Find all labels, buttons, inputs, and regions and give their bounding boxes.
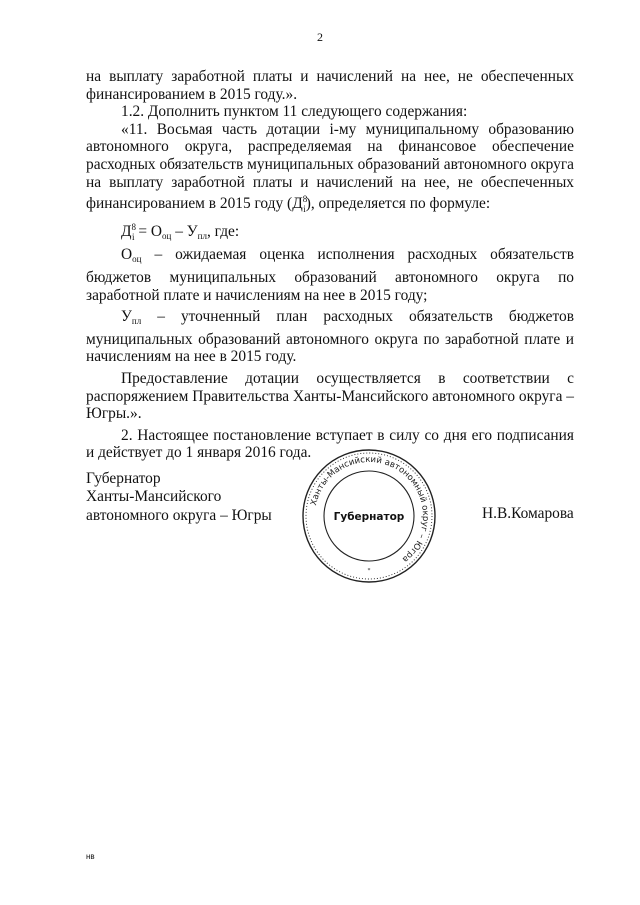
signatory-title-line-3: автономного округа – Югры [86, 506, 272, 524]
formula-o-subscript: оц [162, 230, 172, 241]
definition-o-symbol: О [121, 246, 133, 264]
signatory-title-line-1: Губернатор [86, 470, 161, 487]
paragraph-point-11 [86, 121, 574, 219]
signatory-title [86, 470, 272, 525]
page-number: 2 [317, 30, 323, 44]
paragraph-provision: Предоставление дотации осуществляется в соответствии с распоряжением Правительства Ханты-Мансийского автономного округа – Югры.». [86, 369, 574, 423]
definition-o-subscript: оц [132, 254, 142, 265]
definition-o-text: – ожидаемая оценка исполнения расходных обязательств бюджетов муниципальных образований автономного округа по заработной плате и начислениям на нее в 2015 году; [86, 246, 574, 304]
seal-ring-textpath: Ханты-Мансийский автономный округ – Югра [309, 454, 431, 565]
paragraph-continuation: на выплату заработной платы и начислений на нее, не обеспеченных финансированием в 2015 году.». [86, 68, 574, 103]
formula-lhs-subscript: i [132, 231, 135, 242]
definition-o-oc [86, 246, 574, 304]
seal-star-icon: * [367, 568, 371, 574]
definition-u-pl [86, 308, 574, 366]
point-11-text: «11. Восьмая часть дотации i-му муниципальному образованию автономного округа, распределяемая на финансовое обеспечение расходных обязательств муниципальных образований автономного округа на выплату заработной платы и начислений на нее, не обеспеченных финансированием в 2015 году ( [86, 120, 574, 213]
point-11-superscript: 8 [302, 194, 308, 205]
document-body [86, 68, 574, 462]
point-11-symbol: Д [292, 195, 303, 213]
definition-u-text: – уточненный план расходных обязательств бюджетов муниципальных образований автономного округа по заработной плате и начислениям на нее в 2015 году. [86, 308, 574, 366]
formula-lhs-superscript: 8 [131, 221, 136, 232]
signer-name: Н.В.Комарова [482, 505, 574, 522]
seal-center-text: Губернатор [333, 511, 405, 523]
signatory-title-line-2: Ханты-Мансийского [86, 488, 222, 506]
point-11-subscript: i [303, 204, 306, 215]
paragraph-amendment-intro: 1.2. Дополнить пунктом 11 следующего содержания: [121, 103, 468, 121]
paragraph-effective-date: 2. Настоящее постановление вступает в силу со дня его подписания и действует до 1 января 2016 года. [86, 426, 574, 462]
definition-u-symbol: У [121, 308, 132, 326]
footer-code: нв [86, 852, 95, 861]
formula-equals: = О [134, 222, 163, 240]
formula-lhs: Д [121, 222, 132, 240]
official-seal [301, 448, 437, 584]
formula-tail: , где: [206, 222, 240, 240]
point-11-end: ), определяется по формуле: [305, 195, 491, 213]
formula-minus: – У [171, 222, 198, 240]
formula-u-subscript: пл [197, 230, 207, 241]
formula-line [86, 219, 574, 247]
definition-u-subscript: пл [131, 316, 142, 327]
